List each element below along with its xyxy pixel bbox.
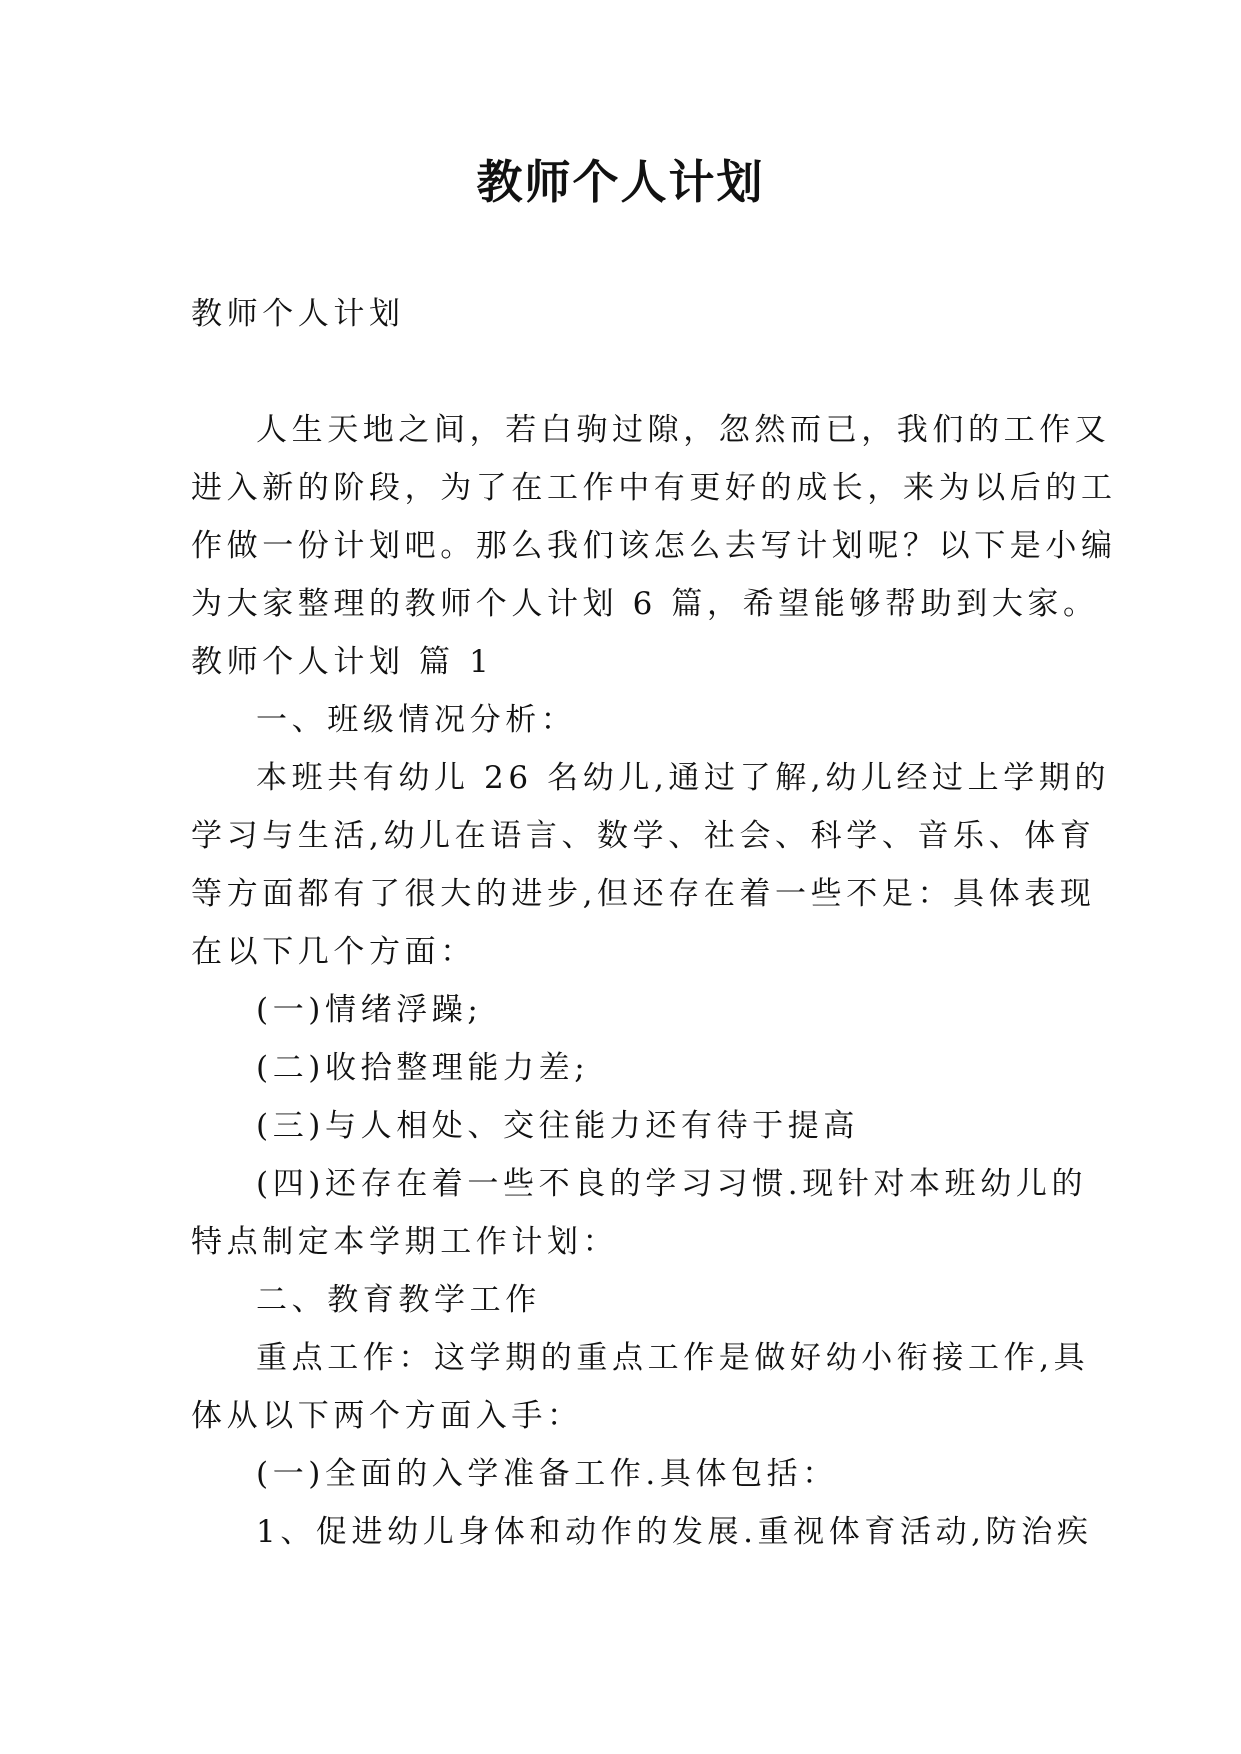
paragraph-line: (二)收拾整理能力差; <box>256 1050 590 1086</box>
paragraph-line: 本班共有幼儿 26 名幼儿,通过了解,幼儿经过上学期的 <box>256 760 1111 796</box>
paragraph-line: 人生天地之间，若白驹过隙，忽然而已，我们的工作又 <box>256 412 1111 448</box>
paragraph-line: 一、班级情况分析： <box>256 702 577 738</box>
paragraph-line: (四)还存在着一些不良的学习习惯.现针对本班幼儿的 <box>256 1166 1088 1202</box>
paragraph-line: 二、教育教学工作 <box>256 1282 541 1318</box>
paragraph-line: 进入新的阶段，为了在工作中有更好的成长，来为以后的工 <box>191 470 1117 506</box>
paragraph-line: 学习与生活,幼儿在语言、数学、社会、科学、音乐、体育 <box>191 818 1096 854</box>
paragraph-line: 体从以下两个方面入手： <box>191 1398 583 1434</box>
document-subtitle: 教师个人计划 <box>191 296 405 332</box>
paragraph-line: 等方面都有了很大的进步,但还存在着一些不足：具体表现 <box>191 876 1096 912</box>
paragraph-line: 特点制定本学期工作计划： <box>191 1224 619 1260</box>
paragraph-line: (一)全面的入学准备工作.具体包括： <box>256 1456 838 1492</box>
paragraph-line: 在以下几个方面： <box>191 934 476 970</box>
paragraph-line: 1、促进幼儿身体和动作的发展.重视体育活动,防治疾 <box>256 1514 1093 1550</box>
paragraph-line: 作做一份计划吧。那么我们该怎么去写计划呢？以下是小编 <box>191 528 1117 564</box>
paragraph-line: (三)与人相处、交往能力还有待于提高 <box>256 1108 859 1144</box>
paragraph-line: 为大家整理的教师个人计划 6 篇，希望能够帮助到大家。 <box>191 586 1099 622</box>
paragraph-line: (一)情绪浮躁; <box>256 992 483 1028</box>
paragraph-line: 重点工作：这学期的重点工作是做好幼小衔接工作,具 <box>256 1340 1090 1376</box>
section-heading: 教师个人计划 篇 1 <box>191 644 494 680</box>
document-title: 教师个人计划 <box>476 155 765 209</box>
